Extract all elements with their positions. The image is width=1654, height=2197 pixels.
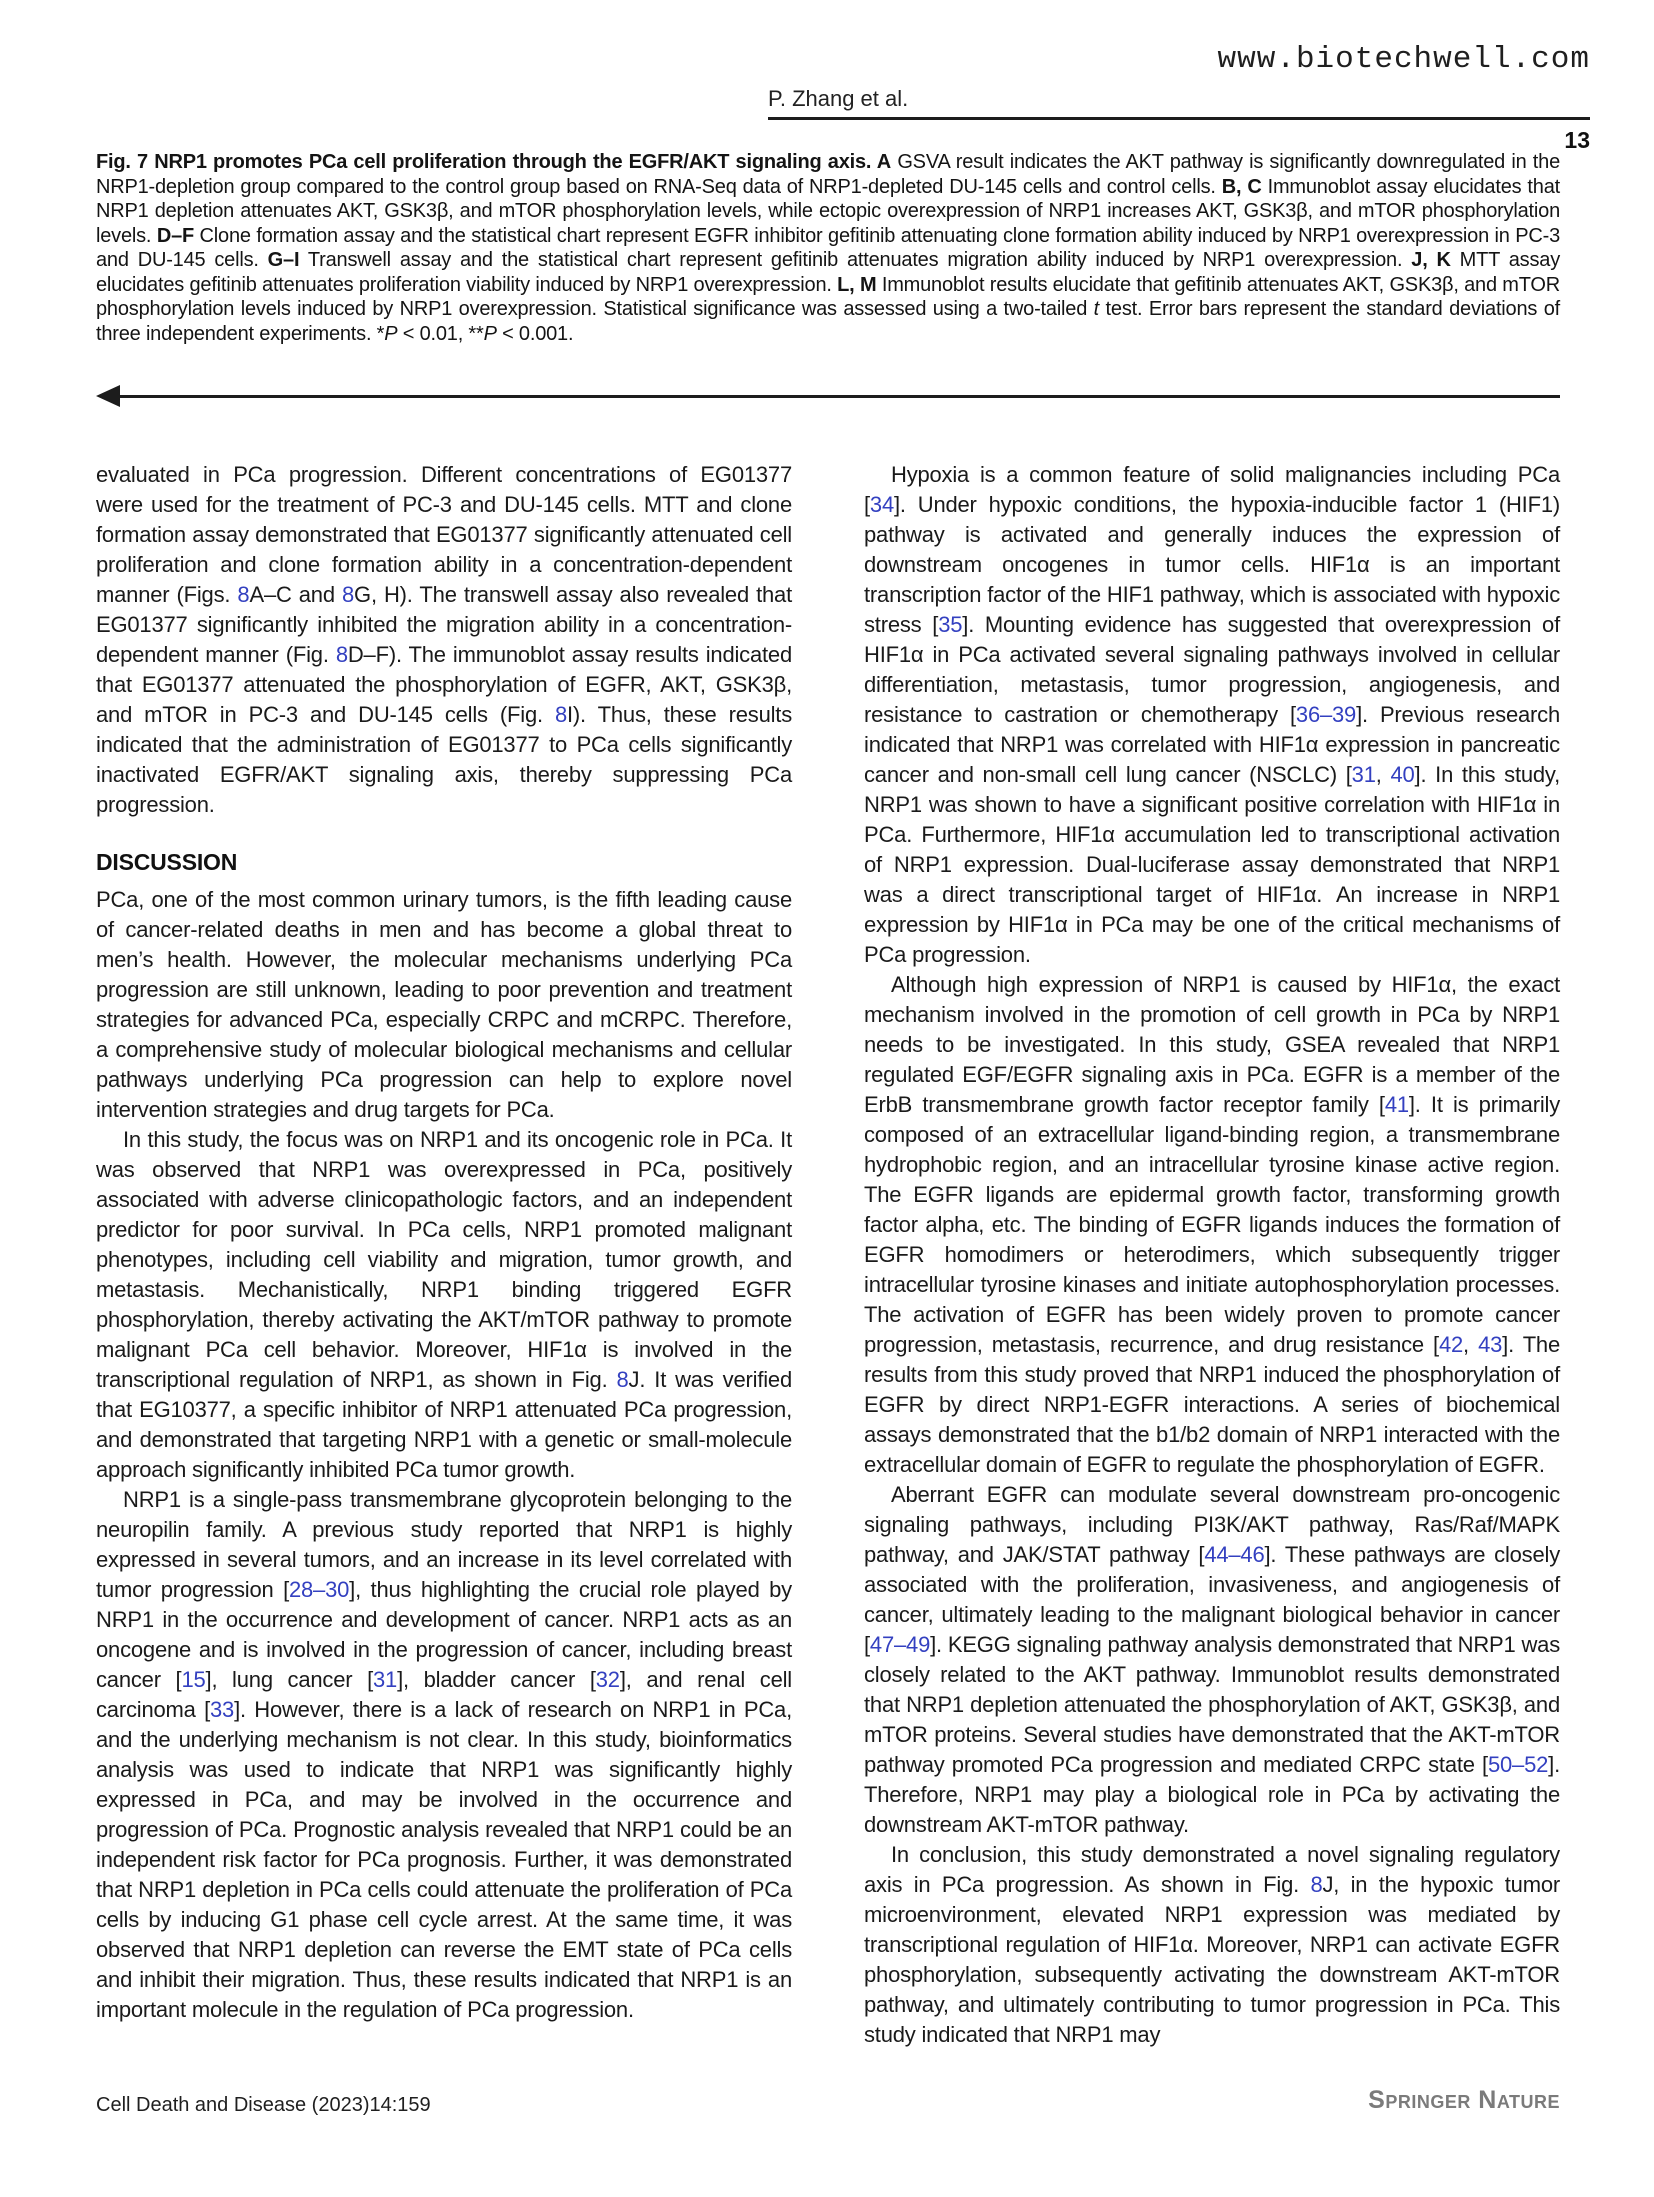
- text-run: ], thus highlighting the crucial role played by NRP1 in the occurrence and development of cancer. NRP1 acts as an oncogene and is involved in the progression of cancer, including breast cancer [: [96, 1577, 792, 1692]
- text-run: Clone formation assay and the statistical chart represent EGFR inhibitor gefitinib attenuating clone formation ability induced by NRP1 overexpression in PC-3 and DU-145 cells.: [96, 224, 1560, 271]
- bold-text: L, M: [837, 273, 877, 296]
- header-rule: [768, 117, 1590, 120]
- text-run: ], bladder cancer [: [397, 1667, 596, 1692]
- text-run: J. It was verified that EG10377, a specific inhibitor of NRP1 attenuated PCa progression, and demonstrated that targeting NRP1 with a genetic or small-molecule approach significantly inhibited PCa tumor growth.: [96, 1367, 792, 1482]
- bold-text: Fig. 7 NRP1 promotes PCa cell proliferation through the EGFR/AKT signaling axis. A: [96, 151, 892, 173]
- citation-link[interactable]: 41: [1384, 1092, 1409, 1117]
- text-run: GSVA result indicates the AKT pathway is significantly downregulated in the NRP1-depletion group compared to the control group based on RNA-Seq data of NRP1-depleted DU-145 cells and control cells.: [96, 151, 1560, 198]
- citation-link[interactable]: 43: [1478, 1332, 1503, 1357]
- italic-text: P: [483, 322, 497, 345]
- citation-link[interactable]: 31: [1351, 762, 1376, 787]
- publisher-logo: Springer Nature: [1368, 2086, 1560, 2114]
- citation-link[interactable]: 47–49: [869, 1632, 931, 1657]
- text-run: ], lung cancer [: [205, 1667, 373, 1692]
- paragraph: [864, 1480, 1560, 1840]
- text-run: In conclusion, this study demonstrated a novel signaling regulatory axis in PCa progression. As shown in Fig.: [864, 1842, 1560, 1897]
- citation-link[interactable]: 34: [869, 492, 894, 517]
- text-run: ]. The results from this study proved that NRP1 induced the phosphorylation of EGFR by direct NRP1-EGFR interactions. A series of biochemical assays demonstrated that the b1/b2 domain of NRP1 interacted with the extracellular domain of EGFR to regulate the phosphorylation of EGFR.: [864, 1332, 1561, 1477]
- citation-link[interactable]: 15: [181, 1667, 206, 1692]
- text-run: D–F). The immunoblot assay results indicated that EG01377 attenuated the phosphorylation of EGFR, AKT, GSK3β, and mTOR in PC-3 and DU-145 cells (Fig.: [96, 642, 792, 727]
- text-run: evaluated in PCa progression. Different concentrations of EG01377 were used for the treatment of PC-3 and DU-145 cells. MTT and clone formation assay demonstrated that EG01377 significantly attenuated cell proliferation and clone formation ability in a concentration-dependent manner (Figs.: [96, 462, 792, 607]
- citation-link[interactable]: 36–39: [1295, 702, 1357, 727]
- text-run: MTT assay elucidates gefitinib attenuates proliferation viability induced by NRP1 overexpression.: [96, 249, 1560, 296]
- text-run: < 0.001.: [496, 322, 574, 345]
- paragraph: [96, 1485, 792, 2025]
- citation-link[interactable]: 8: [237, 582, 250, 607]
- text-run: ]. However, there is a lack of research on NRP1 in PCa, and the underlying mechanism is not clear. In this study, bioinformatics analysis was used to indicate that NRP1 was significantly highly expressed in PCa, and may be involved in the occurrence and progression of PCa. Prognostic analysis revealed that NRP1 could be an independent risk factor for PCa prognosis. Further, it was demonstrated that NRP1 depletion in PCa cells could attenuate the proliferation of PCa cells by inducing G1 phase cell cycle arrest. At the same time, it was observed that NRP1 depletion can reverse the EMT state of PCa cells and inhibit their migration. Thus, these results indicated that NRP1 is an important molecule in the regulation of PCa progression.: [96, 1697, 792, 2022]
- watermark-text: www.biotechwell.com: [1217, 42, 1590, 77]
- citation-link[interactable]: 28–30: [288, 1577, 350, 1602]
- citation-link[interactable]: 8: [554, 702, 568, 727]
- citation-link[interactable]: 40: [1390, 762, 1415, 787]
- text-run: ], and renal cell carcinoma [: [96, 1667, 792, 1722]
- text-run: < 0.01, **: [397, 322, 484, 345]
- paragraph: [864, 970, 1560, 1480]
- text-run: Although high expression of NRP1 is caused by HIF1α, the exact mechanism involved in the promotion of cell growth in PCa by NRP1 needs to be investigated. In this study, GSEA revealed that NRP1 regulated EGF/EGFR signaling axis in PCa. EGFR is a member of the ErbB transmembrane growth factor receptor family [: [864, 972, 1560, 1117]
- text-run: I). Thus, these results indicated that the administration of EG01377 to PCa cells significantly inactivated EGFR/AKT signaling axis, thereby suppressing PCa progression.: [96, 702, 792, 817]
- pointer-line: [120, 395, 1560, 398]
- citation-link[interactable]: 33: [209, 1697, 235, 1722]
- citation-link[interactable]: 50–52: [1487, 1752, 1549, 1777]
- paragraph: [96, 460, 792, 820]
- text-run: ]. In this study, NRP1 was shown to have a significant positive correlation with HIF1α in PCa. Furthermore, HIF1α accumulation led to transcriptional activation of NRP1 expression. Dual-luciferase assay demonstrated that NRP1 was a direct transcriptional target of HIF1α. An increase in NRP1 expression by HIF1α in PCa may be one of the critical mechanisms of PCa progression.: [864, 762, 1561, 967]
- text-run: NRP1 is a single-pass transmembrane glycoprotein belonging to the neuropilin family. A previous study reported that NRP1 is highly expressed in several tumors, and an increase in its level correlated with tumor progression [: [96, 1487, 792, 1602]
- text-run: ]. Therefore, NRP1 may play a biological role in PCa by activating the downstream AKT-mTOR pathway.: [864, 1752, 1560, 1837]
- bold-text: G–I: [267, 249, 300, 271]
- bold-text: D–F: [156, 224, 195, 247]
- italic-text: t: [1093, 298, 1100, 320]
- text-run: ]. It is primarily composed of an extracellular ligand-binding region, a transmembrane hydrophobic region, and an intracellular tyrosine kinase active region. The EGFR ligands are epidermal growth factor, transforming growth factor alpha, etc. The binding of EGFR ligands induces the formation of EGFR homodimers or heterodimers, which subsequently trigger intracellular tyrosine kinases and initiate autophosphorylation processes. The activation of EGFR has been widely proven to promote cancer progression, metastasis, recurrence, and drug resistance [: [864, 1092, 1560, 1357]
- citation-link[interactable]: 8: [1310, 1872, 1323, 1897]
- paragraph: [96, 885, 792, 1125]
- text-run: Aberrant EGFR can modulate several downstream pro-oncogenic signaling pathways, including PI3K/AKT pathway, Ras/Raf/MAPK pathway, and JAK/STAT pathway [: [864, 1482, 1560, 1567]
- citation-link[interactable]: 32: [595, 1667, 620, 1692]
- text-run: G, H). The transwell assay also revealed that EG01377 significantly inhibited the migration ability in a concentration-dependent manner (Fig.: [96, 582, 792, 667]
- left-triangle-icon: [96, 385, 120, 407]
- text-run: test. Error bars represent the standard deviations of three independent experiments. *: [96, 298, 1560, 345]
- paragraph: [864, 1840, 1560, 2050]
- text-run: A–C and: [249, 582, 342, 607]
- citation-link[interactable]: 35: [938, 612, 963, 637]
- text-run: Immunoblot results elucidate that gefitinib attenuates AKT, GSK3β, and mTOR phosphorylation levels induced by NRP1 overexpression. Statistical significance was assessed using a two-tailed: [96, 273, 1560, 320]
- text-run: Immunoblot assay elucidates that NRP1 depletion attenuates AKT, GSK3β, and mTOR phosphorylation levels, while ectopic overexpression of NRP1 increases AKT, GSK3β, and mTOR phosphorylation levels.: [96, 175, 1560, 247]
- bold-text: B, C: [1221, 175, 1262, 198]
- citation-link[interactable]: 31: [373, 1667, 398, 1692]
- page-number: 13: [1564, 127, 1590, 153]
- text-run: Hypoxia is a common feature of solid malignancies including PCa [: [864, 462, 1560, 517]
- paragraph: [96, 1125, 792, 1485]
- text-run: ]. Mounting evidence has suggested that overexpression of HIF1α in PCa activated several signaling pathways involved in cellular differentiation, metastasis, tumor progression, angiogenesis, and resistance to castration or chemotherapy [: [864, 612, 1560, 727]
- paragraph: [864, 460, 1560, 970]
- italic-text: P: [384, 322, 398, 345]
- section-heading: DISCUSSION: [96, 849, 238, 875]
- figure-caption: [96, 150, 1560, 346]
- left-column: [96, 460, 792, 2025]
- text-run: ,: [1375, 762, 1391, 787]
- citation-link[interactable]: 44–46: [1204, 1542, 1265, 1567]
- citation-link[interactable]: 8: [335, 642, 348, 667]
- text-run: In this study, the focus was on NRP1 and its oncogenic role in PCa. It was observed that NRP1 was overexpressed in PCa, positively associated with adverse clinicopathologic factors, and an independent predictor for poor survival. In PCa cells, NRP1 promoted malignant phenotypes, including cell viability and migration, tumor growth, and metastasis. Mechanistically, NRP1 binding triggered EGFR phosphorylation, thereby activating the AKT/mTOR pathway to promote malignant PCa cell behavior. Moreover, HIF1α is involved in the transcriptional regulation of NRP1, as shown in Fig.: [96, 1127, 792, 1392]
- text-run: ]. Previous research indicated that NRP1 was correlated with HIF1α expression in pancreatic cancer and non-small cell lung cancer (NSCLC) [: [864, 702, 1560, 787]
- right-column: [864, 460, 1560, 2050]
- text-run: J, in the hypoxic tumor microenvironment, elevated NRP1 expression was mediated by transcriptional regulation of HIF1α. Moreover, NRP1 can activate EGFR phosphorylation, subsequently activating the downstream AKT-mTOR pathway, and ultimately contributing to tumor progression in PCa. This study indicated that NRP1 may: [864, 1872, 1560, 2047]
- citation-link[interactable]: 8: [616, 1367, 629, 1392]
- figure-continued-pointer: [96, 385, 1560, 407]
- text-run: Transwell assay and the statistical chart represent gefitinib attenuates migration ability induced by NRP1 overexpression.: [299, 249, 1412, 271]
- journal-citation: Cell Death and Disease (2023)14:159: [96, 2094, 431, 2116]
- citation-link[interactable]: 8: [342, 582, 355, 607]
- citation-link[interactable]: 42: [1438, 1332, 1464, 1357]
- text-run: ]. KEGG signaling pathway analysis demonstrated that NRP1 was closely related to the AKT pathway. Immunoblot results demonstrated that NRP1 depletion attenuated the phosphorylation of AKT, GSK3β, and mTOR proteins. Several studies have demonstrated that the AKT-mTOR pathway promoted PCa progression and mediated CRPC state [: [864, 1632, 1560, 1777]
- bold-text: J, K: [1411, 249, 1451, 271]
- text-run: ]. Under hypoxic conditions, the hypoxia-inducible factor 1 (HIF1) pathway is activated and generally induces the expression of downstream oncogenes in tumor cells. HIF1α is an important transcription factor of the HIF1 pathway, which is associated with hypoxic stress [: [864, 492, 1560, 637]
- text-run: ,: [1463, 1332, 1479, 1357]
- text-run: ]. These pathways are closely associated with the proliferation, invasiveness, and angiogenesis of cancer, ultimately leading to the malignant biological behavior in cancer [: [864, 1542, 1560, 1657]
- running-head-authors: P. Zhang et al.: [768, 86, 909, 111]
- text-run: PCa, one of the most common urinary tumors, is the fifth leading cause of cancer-related deaths in men and has become a global threat to men’s health. However, the molecular mechanisms underlying PCa progression are still unknown, leading to poor prevention and treatment strategies for advanced PCa, especially CRPC and mCRPC. Therefore, a comprehensive study of molecular biological mechanisms and cellular pathways underlying PCa progression can help to explore novel intervention strategies and drug targets for PCa.: [96, 887, 792, 1122]
